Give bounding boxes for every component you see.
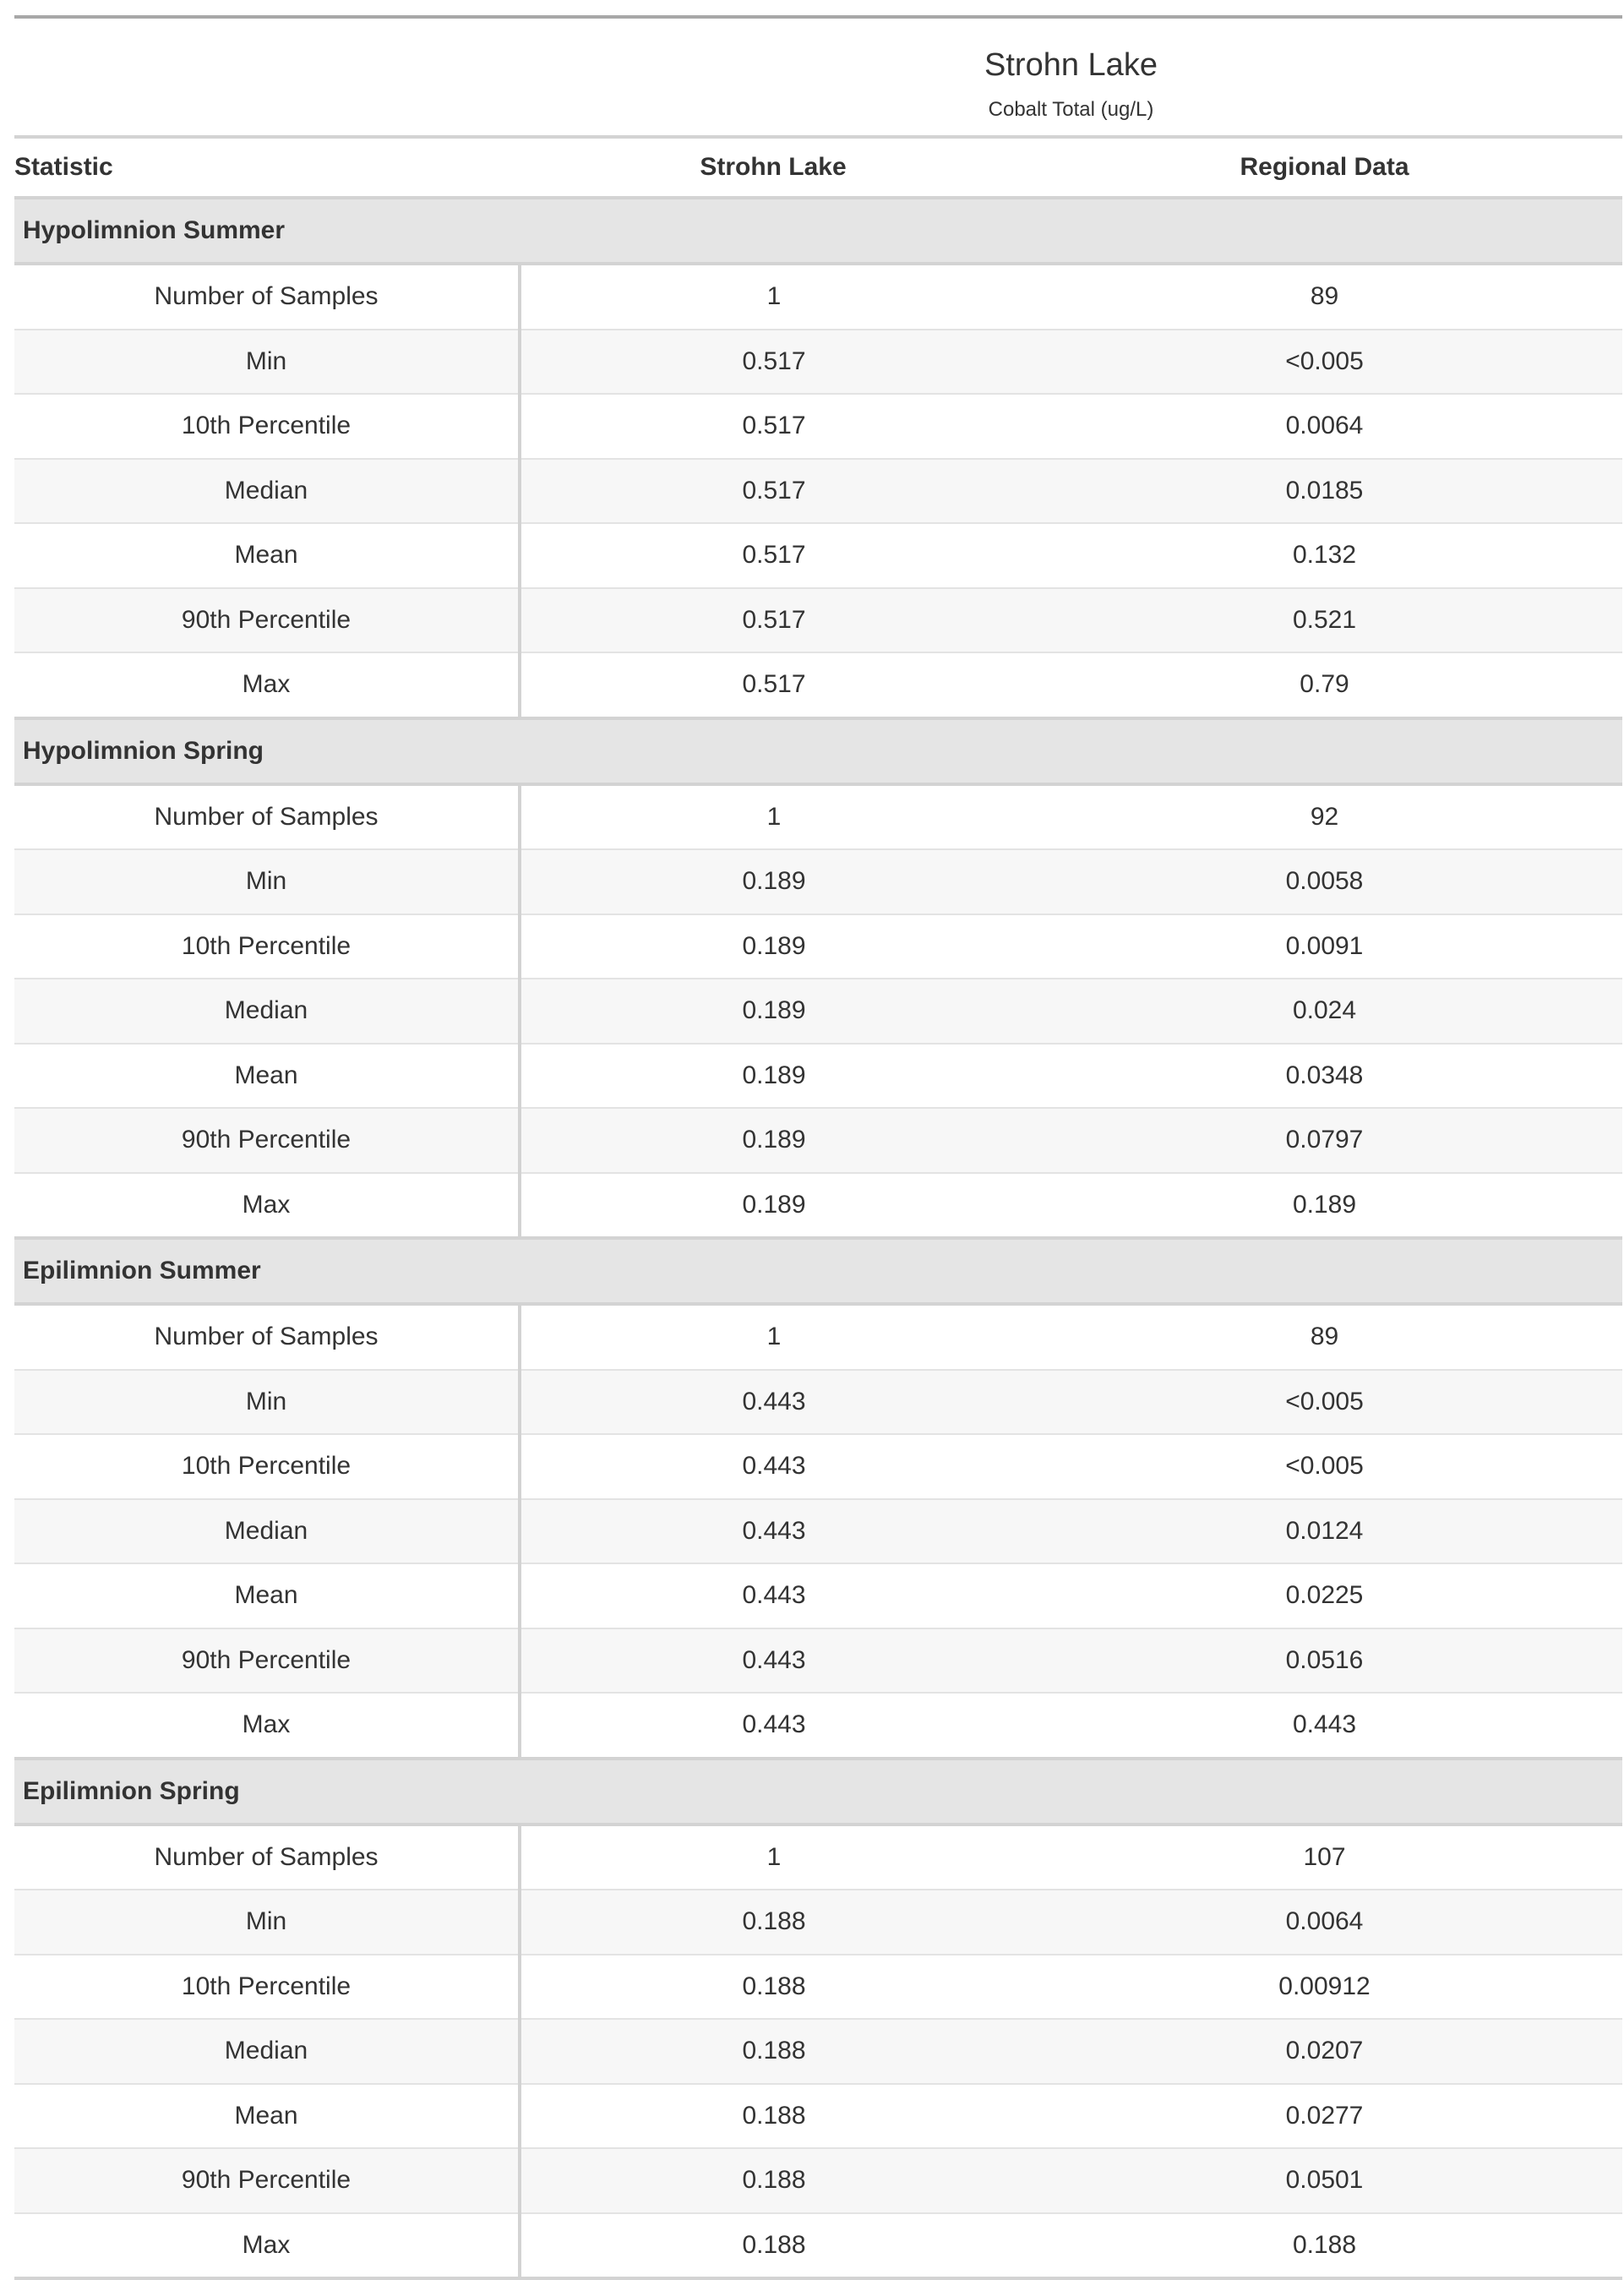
statistic-cell: Mean: [14, 1563, 520, 1628]
regional-data-value: <0.005: [1027, 1370, 1622, 1435]
table-row: [14, 264, 1622, 330]
strohn-lake-value: 0.188: [520, 2213, 1027, 2279]
regional-data-value: 0.0064: [1027, 394, 1622, 459]
strohn-lake-value: 0.189: [520, 1108, 1027, 1173]
table-row: [14, 1890, 1622, 1955]
statistic-cell: Number of Samples: [14, 264, 520, 330]
regional-data-value: 0.188: [1027, 2213, 1622, 2279]
statistic-cell: 10th Percentile: [14, 1434, 520, 1499]
regional-data-value: 0.0348: [1027, 1044, 1622, 1109]
regional-data-value: <0.005: [1027, 1434, 1622, 1499]
strohn-lake-value: 0.189: [520, 849, 1027, 914]
regional-data-value: 0.132: [1027, 523, 1622, 588]
statistic-cell: 10th Percentile: [14, 914, 520, 979]
table-body: [14, 198, 1622, 2278]
regional-data-value: 0.00912: [1027, 1955, 1622, 2020]
regional-data-value: 107: [1027, 1825, 1622, 1890]
table-row: [14, 2019, 1622, 2084]
table-row: [14, 1370, 1622, 1435]
statistic-cell: Median: [14, 979, 520, 1044]
statistic-cell: Min: [14, 849, 520, 914]
regional-data-value: 0.0185: [1027, 459, 1622, 524]
strohn-lake-value: 1: [520, 784, 1027, 850]
table-title: Strohn Lake: [984, 47, 1158, 83]
table-row: [14, 849, 1622, 914]
statistic-cell: Mean: [14, 2084, 520, 2149]
table-row: [14, 459, 1622, 524]
statistic-cell: Max: [14, 1173, 520, 1239]
group-row: [14, 1759, 1622, 1825]
table-row: [14, 1044, 1622, 1109]
statistic-cell: Median: [14, 459, 520, 524]
statistic-cell: 90th Percentile: [14, 588, 520, 653]
strohn-lake-value: 0.188: [520, 1955, 1027, 2020]
strohn-lake-value: 0.189: [520, 914, 1027, 979]
regional-data-value: 0.521: [1027, 588, 1622, 653]
group-row: [14, 198, 1622, 264]
regional-data-value: 0.189: [1027, 1173, 1622, 1239]
regional-data-value: 0.0064: [1027, 1890, 1622, 1955]
table-row: [14, 1304, 1622, 1370]
regional-data-value: 0.79: [1027, 652, 1622, 718]
statistic-cell: Mean: [14, 1044, 520, 1109]
group-label: Epilimnion Summer: [14, 1238, 1622, 1304]
table-row: [14, 979, 1622, 1044]
table-row: [14, 1434, 1622, 1499]
strohn-lake-value: 0.517: [520, 523, 1027, 588]
table-row: [14, 330, 1622, 395]
strohn-lake-value: 0.443: [520, 1628, 1027, 1694]
regional-data-value: 0.0225: [1027, 1563, 1622, 1628]
table-row: [14, 1108, 1622, 1173]
stats-table: [14, 15, 1622, 2280]
regional-data-value: <0.005: [1027, 330, 1622, 395]
column-header-regional-data: Regional Data: [1027, 137, 1622, 198]
strohn-lake-value: 0.443: [520, 1563, 1027, 1628]
strohn-lake-value: 0.443: [520, 1693, 1027, 1759]
stats-table-container: [14, 15, 1622, 2280]
subtitle-row: [14, 85, 1622, 137]
statistic-cell: Max: [14, 1693, 520, 1759]
strohn-lake-value: 1: [520, 264, 1027, 330]
regional-data-value: 0.0797: [1027, 1108, 1622, 1173]
statistic-cell: 10th Percentile: [14, 394, 520, 459]
group-row: [14, 1238, 1622, 1304]
statistic-cell: Max: [14, 2213, 520, 2279]
table-row: [14, 2148, 1622, 2213]
statistic-cell: 90th Percentile: [14, 1628, 520, 1694]
strohn-lake-value: 0.188: [520, 2148, 1027, 2213]
strohn-lake-value: 0.188: [520, 2019, 1027, 2084]
strohn-lake-value: 0.517: [520, 330, 1027, 395]
statistic-cell: Min: [14, 330, 520, 395]
regional-data-value: 0.0277: [1027, 2084, 1622, 2149]
table-subtitle: Cobalt Total (ug/L): [988, 98, 1154, 121]
table-row: [14, 1173, 1622, 1239]
strohn-lake-value: 1: [520, 1304, 1027, 1370]
column-header-row: [14, 137, 1622, 198]
statistic-cell: Min: [14, 1370, 520, 1435]
strohn-lake-value: 0.517: [520, 652, 1027, 718]
regional-data-value: 0.443: [1027, 1693, 1622, 1759]
statistic-cell: Mean: [14, 523, 520, 588]
statistic-cell: Number of Samples: [14, 1304, 520, 1370]
column-header-strohn-lake: Strohn Lake: [520, 137, 1027, 198]
group-row: [14, 718, 1622, 784]
strohn-lake-value: 0.189: [520, 979, 1027, 1044]
strohn-lake-value: 0.517: [520, 459, 1027, 524]
statistic-cell: Median: [14, 1499, 520, 1564]
strohn-lake-value: 0.189: [520, 1044, 1027, 1109]
regional-data-value: 0.0501: [1027, 2148, 1622, 2213]
strohn-lake-value: 0.443: [520, 1499, 1027, 1564]
statistic-cell: Median: [14, 2019, 520, 2084]
group-label: Epilimnion Spring: [14, 1759, 1622, 1825]
table-row: [14, 1499, 1622, 1564]
table-row: [14, 1825, 1622, 1890]
table-row: [14, 1955, 1622, 2020]
statistic-cell: Number of Samples: [14, 784, 520, 850]
table-row: [14, 394, 1622, 459]
regional-data-value: 0.0124: [1027, 1499, 1622, 1564]
strohn-lake-value: 0.517: [520, 588, 1027, 653]
regional-data-value: 0.0058: [1027, 849, 1622, 914]
strohn-lake-value: 0.443: [520, 1434, 1027, 1499]
statistic-cell: 10th Percentile: [14, 1955, 520, 2020]
regional-data-value: 0.0091: [1027, 914, 1622, 979]
group-label: Hypolimnion Spring: [14, 718, 1622, 784]
strohn-lake-value: 0.443: [520, 1370, 1027, 1435]
table-row: [14, 652, 1622, 718]
regional-data-value: 0.0207: [1027, 2019, 1622, 2084]
statistic-cell: Min: [14, 1890, 520, 1955]
table-row: [14, 914, 1622, 979]
table-row: [14, 2084, 1622, 2149]
strohn-lake-value: 0.517: [520, 394, 1027, 459]
statistic-cell: 90th Percentile: [14, 1108, 520, 1173]
strohn-lake-value: 1: [520, 1825, 1027, 1890]
strohn-lake-value: 0.188: [520, 2084, 1027, 2149]
statistic-cell: Number of Samples: [14, 1825, 520, 1890]
regional-data-value: 92: [1027, 784, 1622, 850]
statistic-cell: 90th Percentile: [14, 2148, 520, 2213]
table-row: [14, 784, 1622, 850]
regional-data-value: 89: [1027, 264, 1622, 330]
regional-data-value: 89: [1027, 1304, 1622, 1370]
title-row: [14, 17, 1622, 85]
strohn-lake-value: 0.189: [520, 1173, 1027, 1239]
table-row: [14, 588, 1622, 653]
table-row: [14, 1563, 1622, 1628]
column-header-statistic: Statistic: [14, 137, 520, 198]
regional-data-value: 0.0516: [1027, 1628, 1622, 1694]
table-row: [14, 2213, 1622, 2279]
strohn-lake-value: 0.188: [520, 1890, 1027, 1955]
table-row: [14, 523, 1622, 588]
group-label: Hypolimnion Summer: [14, 198, 1622, 264]
table-row: [14, 1628, 1622, 1694]
statistic-cell: Max: [14, 652, 520, 718]
regional-data-value: 0.024: [1027, 979, 1622, 1044]
table-row: [14, 1693, 1622, 1759]
